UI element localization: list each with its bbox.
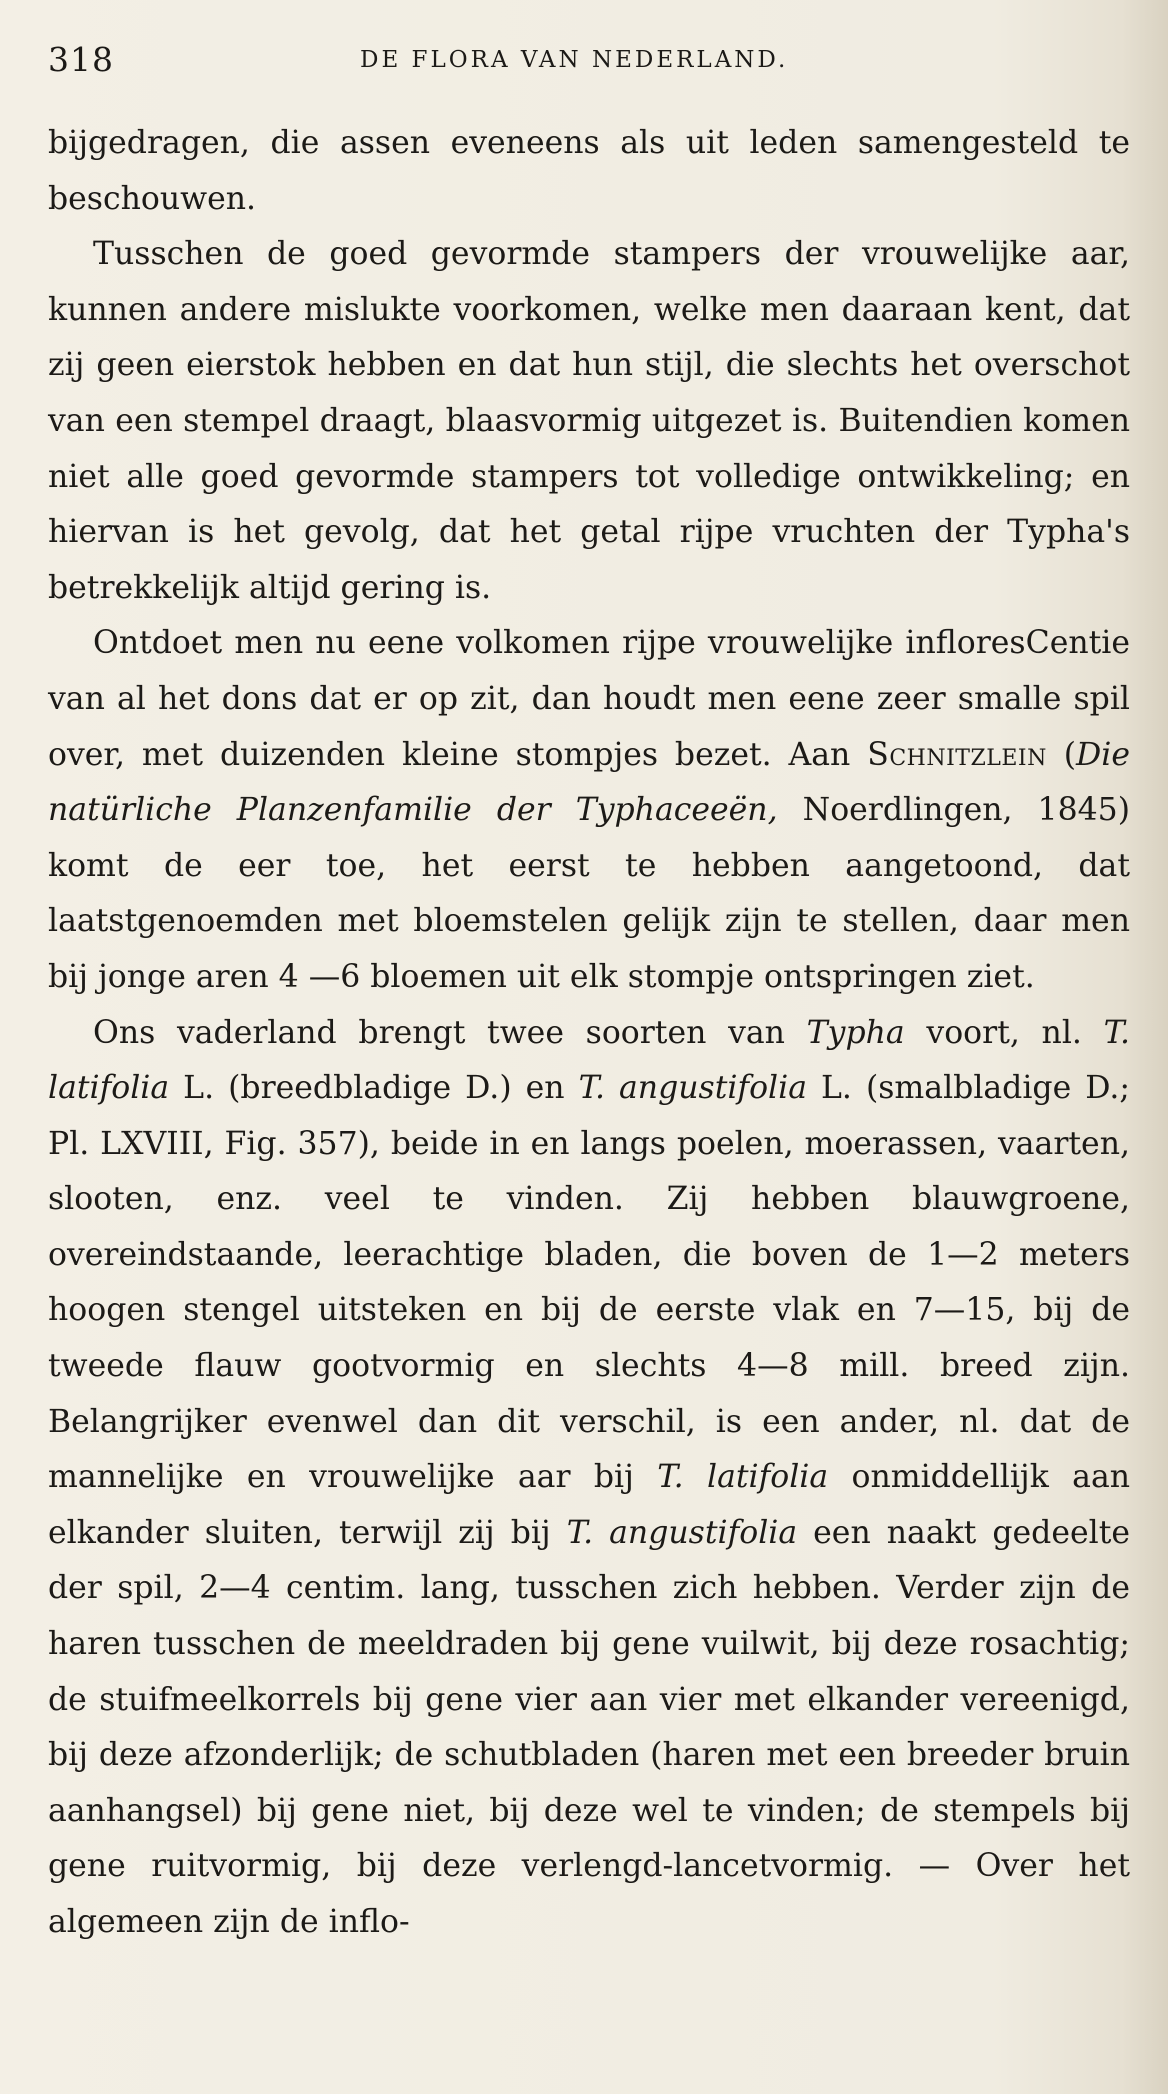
paragraph-soorten: [48, 1006, 1130, 1951]
body-text: [48, 116, 1130, 1951]
text-run: Noerdlingen, 1845) komt de eer toe, het eerst te hebben aangetoond, dat laatstgenoemden met bloemstelen gelijk zijn te stellen, daar men bij jonge aren 4 —6 bloemen uit elk stompje ontspringen ziet.: [48, 792, 1131, 995]
running-title: DE FLORA VAN NEDERLAND.: [360, 47, 789, 73]
text-run: L. (smalbladige D.; Pl. LXVIII, Fig. 357), beide in en langs poelen, moerassen, vaarten, slooten, enz. veel te vinden. Zij hebben blauwgroene, overeindstaande, leerachtige bladen, die boven de 1—2 meters hoogen stengel uitsteken en bij de eerste vlak en 7—15, bij de tweede flauw gootvormig en slechts 4—8 mill. breed zijn. Belangrijker evenwel dan dit verschil, is een ander, nl. dat de mannelijke en vrouwelijke aar bij: [48, 1070, 1130, 1496]
text-run: voort, nl.: [926, 1014, 1082, 1051]
text-run: (: [1063, 736, 1077, 773]
book-title: Die natürliche Planzenfamilie der Typhaceeën,: [48, 736, 1131, 829]
paragraph-inflorescentie: [48, 616, 1130, 1005]
text-run: Ons vaderland brengt twee soorten van: [93, 1014, 785, 1051]
text-run: L. (breedbladige D.) en: [183, 1070, 565, 1107]
species-name: T. latifolia: [48, 1014, 1131, 1107]
text-run: Ontdoet men nu eene volkomen rijpe vrouwelijke infloresCentie van al het dons dat er op zit, dan houdt men eene zeer smalle spil over, met duizenden kleine stompjes bezet. Aan: [48, 625, 1130, 773]
species-name: T. angustifolia: [578, 1070, 807, 1107]
page-header: [48, 38, 1108, 86]
page-number: 318: [48, 40, 114, 79]
species-name: T. latifolia: [657, 1459, 829, 1496]
species-name: T. angustifolia: [566, 1514, 798, 1551]
paragraph-continuation: bijgedragen, die assen eveneens als uit leden samengesteld te beschouwen.: [48, 125, 1130, 217]
genus-name: Typha: [806, 1014, 905, 1051]
text-run: onmiddellijk aan elkander sluiten, terwijl zij bij: [48, 1459, 1131, 1551]
author-name: Schnitzlein: [867, 736, 1047, 773]
text-run: een naakt gedeelte der spil, 2—4 centim. lang, tusschen zich hebben. Verder zijn de haren tusschen de meeldraden bij gene vuilwit, bij deze rosachtig; de stuifmeelkorrels bij gene vier aan vier met elkander vereenigd, bij deze afzonderlijk; de schutbladen (haren met een breeder bruin aanhangsel) bij gene niet, bij deze wel te vinden; de stempels bij gene ruitvormig, bij deze verlengd-lancetvormig. — Over het algemeen zijn de inflo-: [48, 1514, 1130, 1940]
paragraph-stampers: Tusschen de goed gevormde stampers der vrouwelijke aar, kunnen andere mislukte voorkomen, welke men daaraan kent, dat zij geen eierstok hebben en dat hun stijl, die slechts het overschot van een stempel draagt, blaasvormig uitgezet is. Buitendien komen niet alle goed gevormde stampers tot volledige ontwikkeling; en hiervan is het gevolg, dat het getal rijpe vruchten der Typha's betrekkelijk altijd gering is.: [48, 236, 1130, 606]
